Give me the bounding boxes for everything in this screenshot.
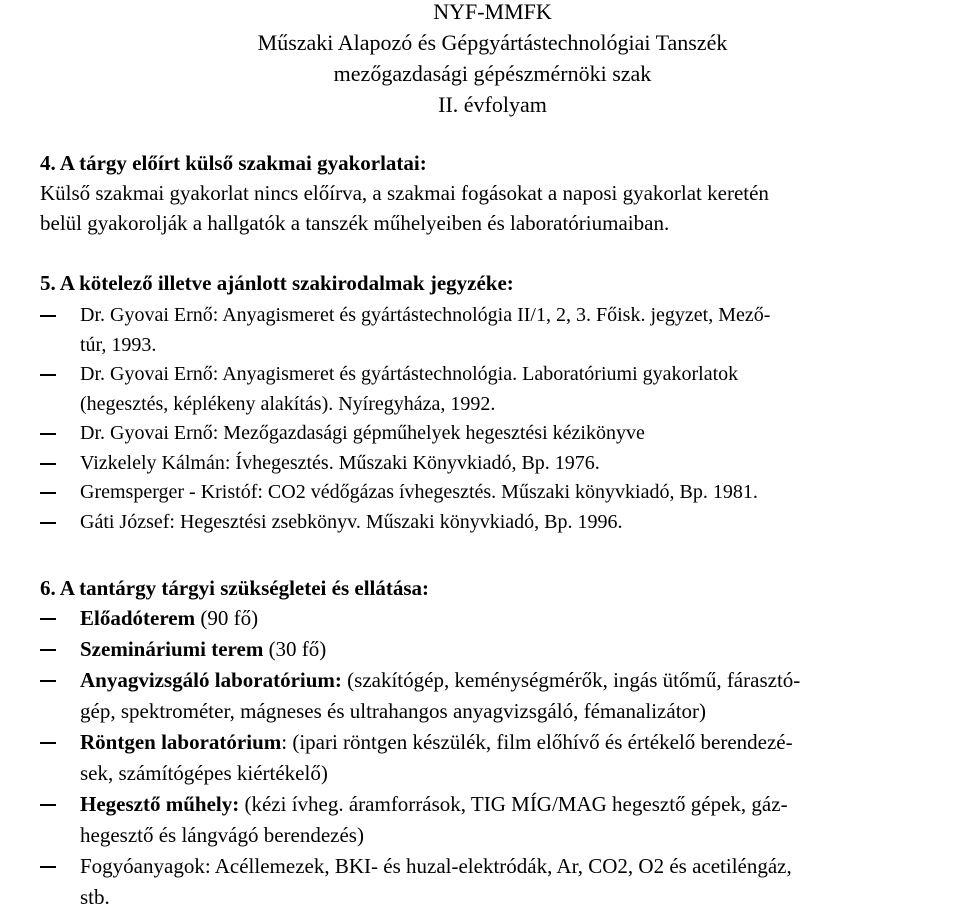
- dash-bullet: [40, 433, 56, 435]
- item-bold-label: Anyagvizsgáló laboratórium:: [80, 668, 342, 692]
- dash-bullet: [40, 618, 56, 620]
- institution-name: NYF-MMFK: [433, 0, 552, 24]
- list-item: [40, 508, 955, 538]
- list-item: [40, 603, 955, 634]
- section-4-line-2: belül gyakorolják a hallgatók a tanszék műhelyeiben és laboratóriumaiban.: [40, 211, 670, 235]
- list-item: [40, 727, 955, 789]
- dash-bullet: [40, 463, 56, 465]
- item-bold-label: Röntgen laboratórium: [80, 730, 282, 754]
- list-item-line: [80, 634, 955, 665]
- item-text: (szakítógép, keménységmérők, ingás ütőmű, fárasztó-: [341, 668, 801, 692]
- item-bold-label: Hegesztő műhely:: [80, 792, 240, 816]
- list-item: [40, 634, 955, 665]
- section-4: [40, 148, 955, 238]
- document-header: [0, 0, 960, 120]
- item-bold-label: Szemináriumi terem: [80, 637, 264, 661]
- dash-bullet: [40, 492, 56, 494]
- item-text: (90 fő): [195, 606, 259, 630]
- program-name: mezőgazdasági gépészmérnöki szak: [333, 61, 652, 86]
- list-item-line: [80, 603, 955, 634]
- list-item-line: hegesztő és lángvágó berendezés): [80, 823, 364, 847]
- list-item-line: sek, számítógépes kiértékelő): [80, 761, 328, 785]
- dash-bullet: [40, 374, 56, 376]
- literature-list: [40, 301, 955, 537]
- list-item-line: stb.: [80, 885, 110, 909]
- dash-bullet: [40, 649, 56, 651]
- dash-bullet: [40, 522, 56, 524]
- section-5-heading: 5. A kötelező illetve ajánlott szakirodalmak jegyzéke:: [40, 271, 514, 295]
- list-item-line: [80, 789, 955, 820]
- list-item-line: Vizkelely Kálmán: Ívhegesztés. Műszaki Könyvkiadó, Bp. 1976.: [80, 451, 600, 474]
- list-item-line: [80, 727, 955, 758]
- list-item-line: Gremsperger - Kristóf: CO2 védőgázas ívhegesztés. Műszaki könyvkiadó, Bp. 1981.: [80, 481, 758, 503]
- section-4-line-1: Külső szakmai gyakorlat nincs előírva, a szakmai fogásokat a naposi gyakorlat keretén: [40, 181, 769, 205]
- department-name: Műszaki Alapozó és Gépgyártástechnológiai Tanszék: [257, 30, 728, 55]
- list-item: [40, 851, 955, 913]
- list-item: [40, 665, 955, 727]
- dash-bullet: [40, 742, 56, 744]
- item-text: Fogyóanyagok: Acéllemezek, BKI- és huzal-elektródák, Ar, CO2, O2 és acetiléngáz,: [80, 854, 792, 878]
- list-item: [40, 449, 955, 479]
- item-text: (30 fő): [263, 637, 327, 661]
- list-item-line: (hegesztés, képlékeny alakítás). Nyíregyháza, 1992.: [80, 392, 496, 415]
- dash-bullet: [40, 866, 56, 868]
- list-item: [40, 419, 955, 449]
- facilities-list: [40, 603, 955, 913]
- dash-bullet: [40, 804, 56, 806]
- list-item-line: [80, 665, 955, 696]
- list-item-line: Dr. Gyovai Ernő: Anyagismeret és gyártástechnológia II/1, 2, 3. Főisk. jegyzet, Mező-: [80, 304, 771, 326]
- list-item-line: Dr. Gyovai Ernő: Mezőgazdasági gépműhelyek hegesztési kézikönyve: [80, 422, 645, 444]
- list-item: [40, 301, 955, 360]
- dash-bullet: [40, 315, 56, 317]
- list-item-line: [80, 851, 955, 882]
- list-item-line: túr, 1993.: [80, 333, 157, 356]
- section-4-text: [40, 178, 955, 238]
- list-item-line: Gáti József: Hegesztési zsebkönyv. Műszaki könyvkiadó, Bp. 1996.: [80, 510, 623, 533]
- list-item: [40, 360, 955, 419]
- list-item: [40, 789, 955, 851]
- section-6: [40, 573, 955, 913]
- list-item-line: Dr. Gyovai Ernő: Anyagismeret és gyártástechnológia. Laboratóriumi gyakorlatok: [80, 363, 739, 385]
- year-label: II. évfolyam: [438, 92, 547, 117]
- list-item-line: gép, spektrométer, mágneses és ultrahangos anyagvizsgáló, fémanalizátor): [80, 699, 707, 723]
- item-bold-label: Előadóterem: [80, 606, 196, 630]
- item-text: (kézi ívheg. áramforrások, TIG MÍG/MAG hegesztő gépek, gáz-: [239, 792, 788, 816]
- dash-bullet: [40, 680, 56, 682]
- section-6-heading: 6. A tantárgy tárgyi szükségletei és ellátása:: [40, 576, 430, 600]
- list-item: [40, 478, 955, 508]
- section-4-heading: 4. A tárgy előírt külső szakmai gyakorlatai:: [40, 151, 427, 175]
- item-text: : (ipari röntgen készülék, film előhívő és értékelő berendezé-: [281, 730, 793, 754]
- section-5: [40, 268, 955, 537]
